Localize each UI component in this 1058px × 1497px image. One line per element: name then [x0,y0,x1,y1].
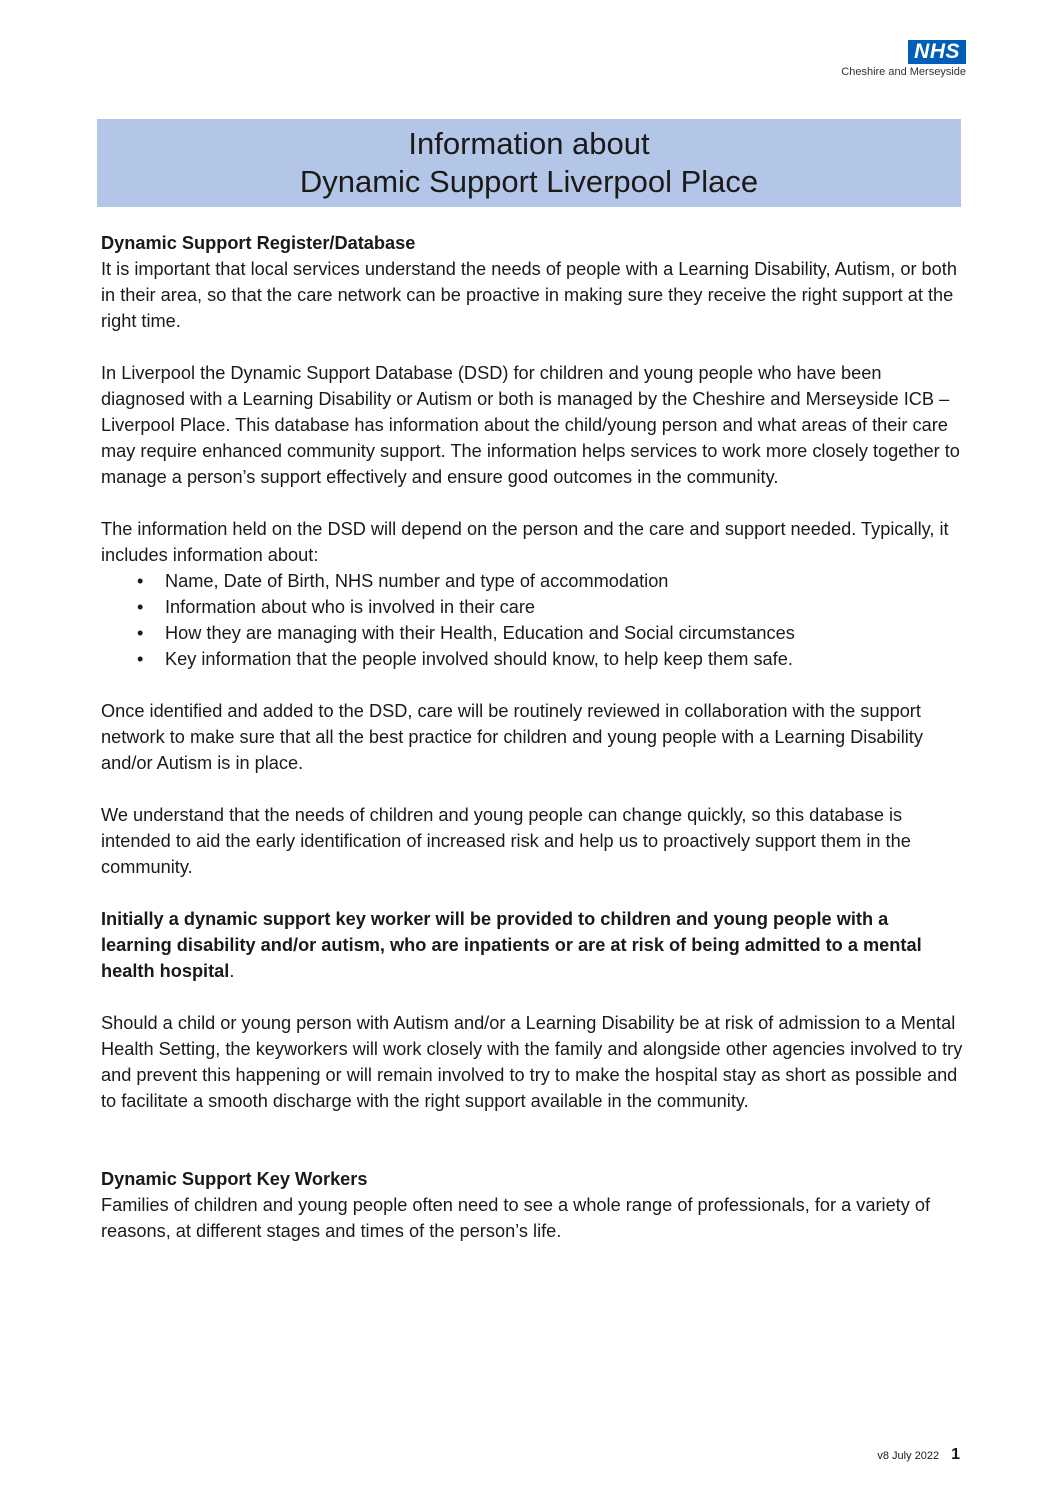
register-intro: It is important that local services understand the needs of people with a Learning Disability, Autism, or both in their area, so that the care network can be proactive in making sure they receive the right support at the right time. [101,259,957,331]
nhs-logo-mark: NHS [908,40,966,64]
version-label: v8 July 2022 [877,1450,940,1462]
needs-paragraph: We understand that the needs of children and young people can change quickly, so this database is intended to aid the early identification of increased risk and help us to proactively support them in the community. [101,805,911,877]
title-line-1: Information about [408,126,650,161]
keyworker-bold-text: Initially a dynamic support key worker will be provided to children and young people with a learning disability and/or autism, who are inpatients or are at risk of being admitted to a mental health hospital [101,909,922,981]
page-footer [877,1446,960,1464]
review-paragraph: Once identified and added to the DSD, care will be routinely reviewed in collaboration with the support network to make sure that all the best practice for children and young people with a Learning Disability and/or Autism is in place. [101,701,923,773]
info-list [101,568,963,672]
organisation-name: Cheshire and Merseyside [841,66,966,78]
keyworker-paragraph [101,906,963,984]
page-title [97,119,961,207]
nhs-logo [841,40,966,78]
list-item: • Name, Date of Birth, NHS number and type of accommodation [165,568,963,594]
list-item: • How they are managing with their Health, Education and Social circumstances [165,620,963,646]
keyworkers-paragraph: Families of children and young people often need to see a whole range of professionals, for a variety of reasons, at different stages and times of the person’s life. [101,1195,931,1241]
document-body [101,230,963,1270]
register-heading: Dynamic Support Register/Database [101,233,416,253]
dsd-paragraph: In Liverpool the Dynamic Support Database (DSD) for children and young people who have been diagnosed with a Learning Disability or Autism or both is managed by the Cheshire and Merseyside ICB – Liverpool Place. This database has information about the child/young person and what areas of their care may require enhanced community support. The information helps services to work more closely together to manage a person’s support effectively and ensure good outcomes in the community. [101,363,960,487]
admission-paragraph: Should a child or young person with Autism and/or a Learning Disability be at risk of admission to a Mental Health Setting, the keyworkers will work closely with the family and alongside other agencies involved to try and prevent this happening or will remain involved to try to make the hospital stay as short as possible and to facilitate a smooth discharge with the right support available in the community. [101,1013,963,1111]
info-intro: The information held on the DSD will depend on the person and the care and support needed. Typically, it includes information about: [101,519,949,565]
list-item: • Key information that the people involved should know, to help keep them safe. [165,646,963,672]
keyworker-period: . [229,961,235,981]
page-number: 1 [951,1446,960,1463]
title-line-2: Dynamic Support Liverpool Place [299,164,759,199]
list-item: • Information about who is involved in their care [165,594,963,620]
keyworkers-heading: Dynamic Support Key Workers [101,1169,368,1189]
